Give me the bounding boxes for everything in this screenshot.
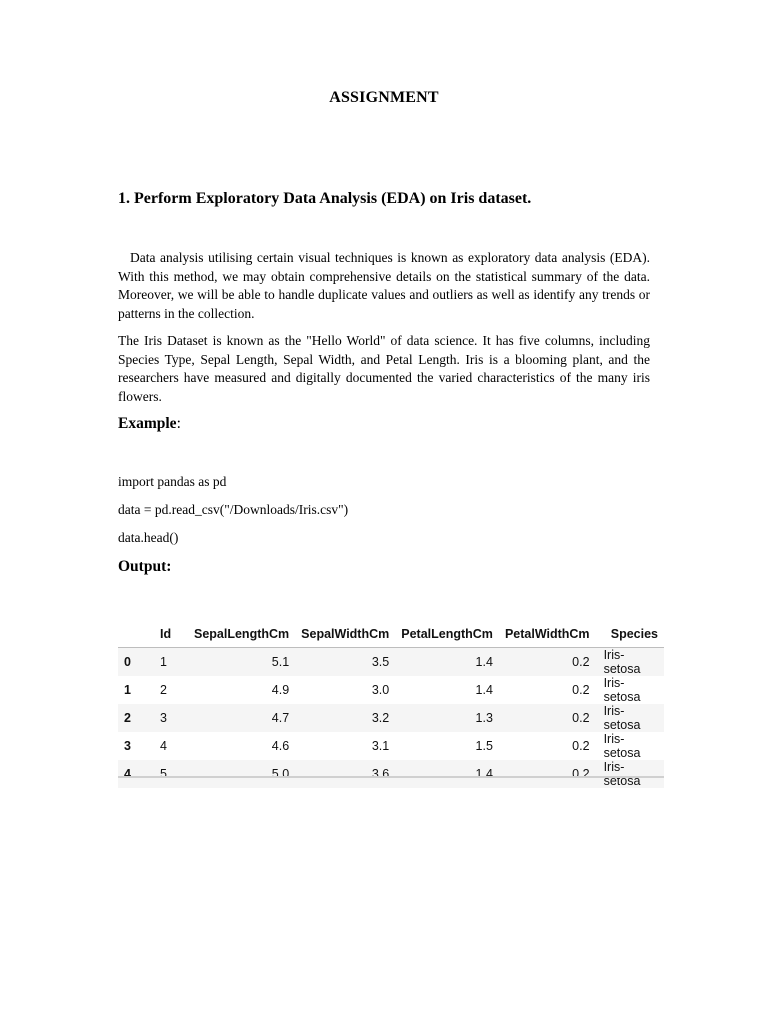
cell-species: Iris-setosa: [596, 648, 664, 677]
cell-sepal-length: 4.9: [271, 683, 290, 697]
cell-id: 5: [152, 760, 188, 788]
cell-sepal-width: 3.5: [295, 648, 395, 677]
cell-id: 4: [160, 739, 167, 753]
row-index: 0: [118, 648, 152, 677]
index-header: [118, 621, 152, 648]
cell-petal-width: 0.2: [499, 648, 596, 677]
cell-id: 3: [152, 704, 188, 732]
cell-petal-length: 1.5: [475, 739, 493, 753]
cell-sepal-length: 4.7: [188, 704, 295, 732]
column-header-id: Id: [152, 621, 188, 648]
row-index: 3: [124, 739, 131, 753]
table-row: [118, 648, 664, 677]
column-header-petal-length: PetalLengthCm: [395, 621, 499, 648]
cell-petal-width: 0.2: [499, 760, 596, 788]
code-line: data = pd.read_csv("/Downloads/Iris.csv"): [118, 502, 349, 517]
cell-petal-length: 1.4: [395, 760, 499, 788]
cell-sepal-length: 5.1: [188, 648, 295, 677]
table-row: [118, 704, 664, 732]
column-header-sepal-length: SepalLengthCm: [188, 621, 295, 648]
cell-species: Iris-setosa: [596, 704, 664, 732]
dataframe-output: [118, 621, 664, 788]
document-title: ASSIGNMENT: [329, 89, 439, 106]
cell-sepal-length: 5.0: [188, 760, 295, 788]
cell-species: Iris-setosa: [603, 676, 641, 704]
cell-petal-length: 1.3: [395, 704, 499, 732]
cell-sepal-length: 4.6: [271, 739, 290, 753]
row-index: 4: [118, 760, 152, 788]
table-row: [118, 760, 664, 788]
code-line: import pandas as pd: [118, 474, 227, 489]
column-header-petal-width: PetalWidthCm: [499, 621, 596, 648]
cell-sepal-width: 3.1: [371, 739, 390, 753]
cell-petal-length: 1.4: [475, 683, 493, 697]
cell-id: 1: [152, 648, 188, 677]
cell-petal-width: 0.2: [572, 739, 590, 753]
dataframe-table: [118, 621, 664, 788]
cell-species: Iris-setosa: [596, 760, 664, 788]
output-label: Output:: [118, 558, 172, 575]
table-row: [118, 732, 664, 760]
cell-id: 2: [160, 683, 167, 697]
row-index: 2: [118, 704, 152, 732]
code-line: data.head(): [118, 530, 179, 545]
section-heading: 1. Perform Exploratory Data Analysis (EDA) on Iris dataset.: [118, 190, 532, 207]
paragraph-iris: The Iris Dataset is known as the "Hello World" of data science. It has five columns, including Species Type, Sepal Length, Sepal Width, and Petal Length. Iris is a blooming plant, and the researchers have measured and digitally documented the varied characteristics of the many iris flowers.: [118, 333, 650, 404]
table-row: [118, 676, 664, 704]
table-bottom-divider: [118, 776, 664, 778]
example-label: [118, 415, 181, 433]
cell-petal-length: 1.4: [395, 648, 499, 677]
table-header-row: [118, 621, 664, 648]
cell-petal-width: 0.2: [499, 704, 596, 732]
column-header-species: Species: [596, 621, 664, 648]
cell-sepal-width: 3.2: [295, 704, 395, 732]
cell-sepal-width: 3.0: [371, 683, 390, 697]
cell-petal-width: 0.2: [572, 683, 590, 697]
column-header-sepal-width: SepalWidthCm: [295, 621, 395, 648]
cell-species: Iris-setosa: [603, 732, 641, 760]
cell-sepal-width: 3.6: [295, 760, 395, 788]
row-index: 1: [124, 683, 131, 697]
paragraph-eda: Data analysis utilising certain visual techniques is known as exploratory data analysis (EDA). With this method, we may obtain comprehensive details on the statistical summary of the data. Moreover, we will be able to handle duplicate values and outliers as well as identify any trends or patterns in the collection.: [118, 250, 650, 321]
example-label-colon: :: [176, 415, 181, 432]
example-label-text: Example: [118, 415, 177, 432]
